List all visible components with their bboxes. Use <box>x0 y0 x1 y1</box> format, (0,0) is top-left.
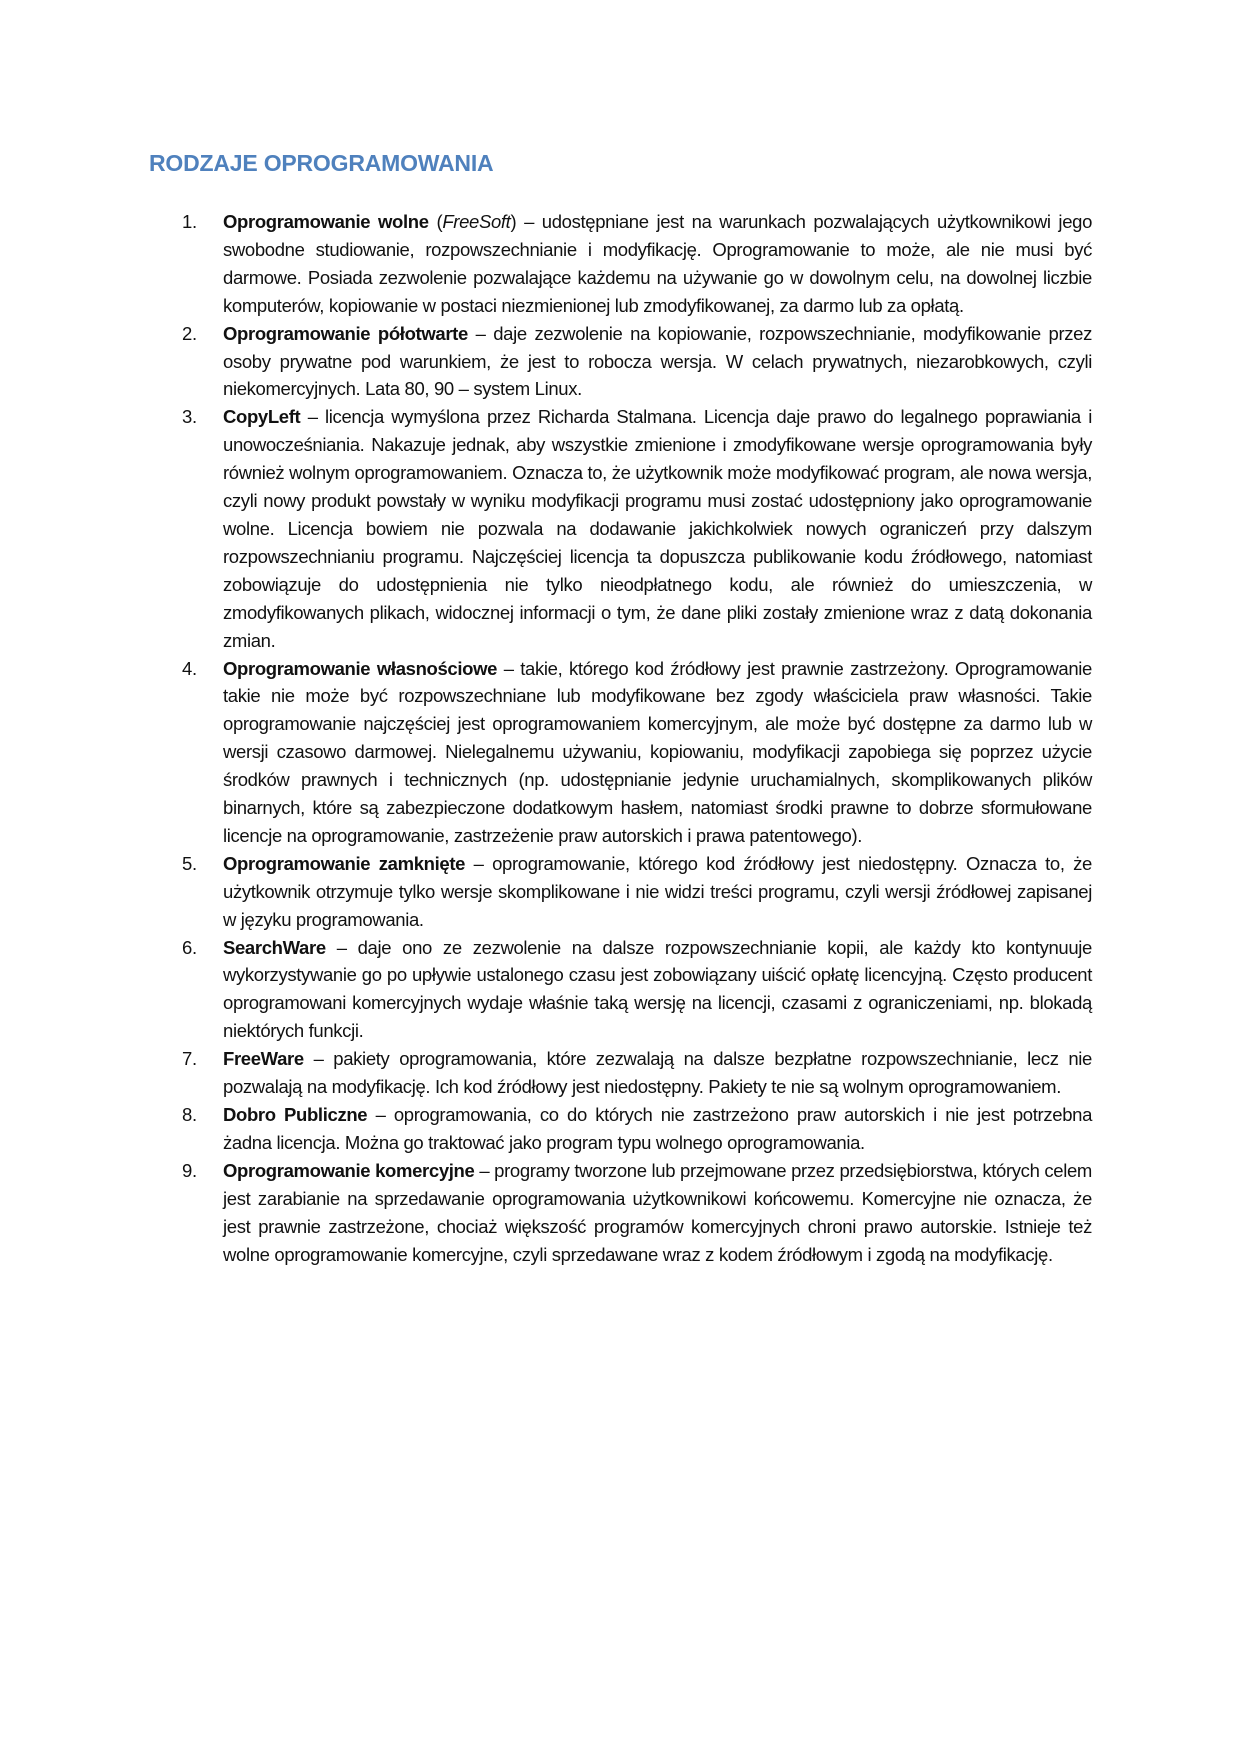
item-term: SearchWare <box>223 936 326 958</box>
item-number: 7. <box>182 1048 197 1070</box>
item-description: – pakiety oprogramowania, które zezwalają na dalsze bezpłatne rozpowszechnianie, lecz nie pozwalają na modyfikację. Ich kod źródłowy jest niedostępny. Pakiety te nie są wolnym oprogramowaniem. <box>223 1048 1092 1098</box>
item-number: 4. <box>182 657 197 679</box>
list-item-4 <box>182 655 1092 850</box>
list-item-7 <box>182 1045 1092 1101</box>
item-description: – oprogramowania, co do których nie zastrzeżono praw autorskich i nie jest potrzebna żadna licencja. Można go traktować jako program typu wolnego oprogramowania. <box>223 1104 1093 1153</box>
item-term: Dobro Publiczne <box>223 1104 368 1125</box>
item-description: – takie, którego kod źródłowy jest prawnie zastrzeżony. Oprogramowanie takie nie może być rozpowszechniane lub modyfikowane bez zgody właściciela praw własności. Takie oprogramowanie najczęściej jest oprogramowaniem komercyjnym, ale może być dostępne za darmo lub w wersji czasowo darmowej. Nielegalnemu używaniu, kopiowaniu, modyfikacji zapobiega się poprzez użycie środków prawnych i technicznych (np. udostępnianie jedynie uruchamialnych, skomplikowanych plików binarnych, które są zabezpieczone dodatkowym hasłem, natomiast środki prawne to dobrze sformułowane licencje na oprogramowanie, zastrzeżenie praw autorskich i prawa patentowego). <box>223 657 1092 846</box>
software-types-list <box>182 208 1092 1268</box>
list-item-8 <box>182 1101 1092 1157</box>
item-gloss: FreeSoft <box>442 211 511 232</box>
item-term: Oprogramowanie zamknięte <box>223 852 466 874</box>
item-description: – daje ono ze zezwolenie na dalsze rozpowszechnianie kopii, ale każdy kto kontynuuje wykorzystywanie go po upływie ustalonego czasu jest zobowiązany uiścić opłatę licencyjną. Często producent oprogramowani komercyjnych wydaje właśnie taką wersję na licencji, czasami z ograniczeniami, np. blokadą niektórych funkcji. <box>223 936 1092 1042</box>
item-description: – programy tworzone lub przejmowane przez przedsiębiorstwa, których celem jest zarabianie na sprzedawanie oprogramowania użytkownikowi końcowemu. Komercyjne nie oznacza, że jest prawnie zastrzeżone, chociaż większość programów komercyjnych chroni prawo autorskie. Istnieje też wolne oprogramowanie komercyjne, czyli sprzedawane wraz z kodem źródłowym i zgodą na modyfikację. <box>223 1159 1092 1265</box>
item-description: – daje zezwolenie na kopiowanie, rozpowszechnianie, modyfikowanie przez osoby prywatne pod warunkiem, że jest to robocza wersja. W celach prywatnych, niezarobkowych, czyli niekomercyjnych. Lata 80, 90 – system Linux. <box>223 322 1092 400</box>
item-number: 6. <box>182 936 197 958</box>
item-number: 1. <box>182 211 197 232</box>
item-term: Oprogramowanie komercyjne <box>223 1159 475 1181</box>
item-number: 9. <box>182 1159 197 1181</box>
list-item-1 <box>182 208 1092 320</box>
item-number: 5. <box>182 852 197 874</box>
item-description: – licencja wymyślona przez Richarda Stalmana. Licencja daje prawo do legalnego poprawiania i unowocześniania. Nakazuje jednak, aby wszystkie zmienione i zmodyfikowane wersje oprogramowania były również wolnym oprogramowaniem. Oznacza to, że użytkownik może modyfikować program, ale nowa wersja, czyli nowy produkt powstały w wyniku modyfikacji programu musi zostać udostępniony jako oprogramowanie wolne. Licencja bowiem nie pozwala na dodawanie jakichkolwiek nowych ograniczeń przy dalszym rozpowszechnianiu programu. Najczęściej licencja ta dopuszcza publikowanie kodu źródłowego, natomiast zobowiązuje do udostępnienia nie tylko nieodpłatnego kodu, ale również do umieszczenia, w zmodyfikowanych plikach, widocznej informacji o tym, że dane pliki zostały zmienione wraz z datą dokonania zmian. <box>223 406 1092 651</box>
list-item-9 <box>182 1157 1092 1269</box>
list-item-6 <box>182 934 1092 1046</box>
item-term: FreeWare <box>223 1048 304 1070</box>
item-term: Oprogramowanie wolne <box>223 211 429 232</box>
item-term: Oprogramowanie półotwarte <box>223 322 468 344</box>
item-number: 2. <box>182 322 197 344</box>
document-title: RODZAJE OPROGRAMOWANIA <box>149 150 494 176</box>
item-description: ) – udostępniane jest na warunkach pozwalających użytkownikowi jego swobodne studiowanie, rozpowszechnianie i modyfikację. Oprogramowanie to może, ale nie musi być darmowe. Posiada zezwolenie pozwalające każdemu na używanie go w dowolnym celu, na dowolnej liczbie komputerów, kopiowanie w postaci niezmienionej lub zmodyfikowanej, za darmo lub za opłatą. <box>223 211 1093 316</box>
list-item-3 <box>182 403 1092 654</box>
item-term: Oprogramowanie własnościowe <box>223 657 498 679</box>
list-item-2 <box>182 320 1092 404</box>
item-description: – oprogramowanie, którego kod źródłowy jest niedostępny. Oznacza to, że użytkownik otrzymuje tylko wersje skomplikowane i nie widzi treści programu, czyli wersji źródłowej zapisanej w języku programowania. <box>223 852 1092 930</box>
item-term: CopyLeft <box>223 406 301 428</box>
list-item-5 <box>182 850 1092 934</box>
item-text-prefix: ( <box>428 211 443 232</box>
item-number: 8. <box>182 1104 197 1125</box>
item-number: 3. <box>182 406 197 428</box>
